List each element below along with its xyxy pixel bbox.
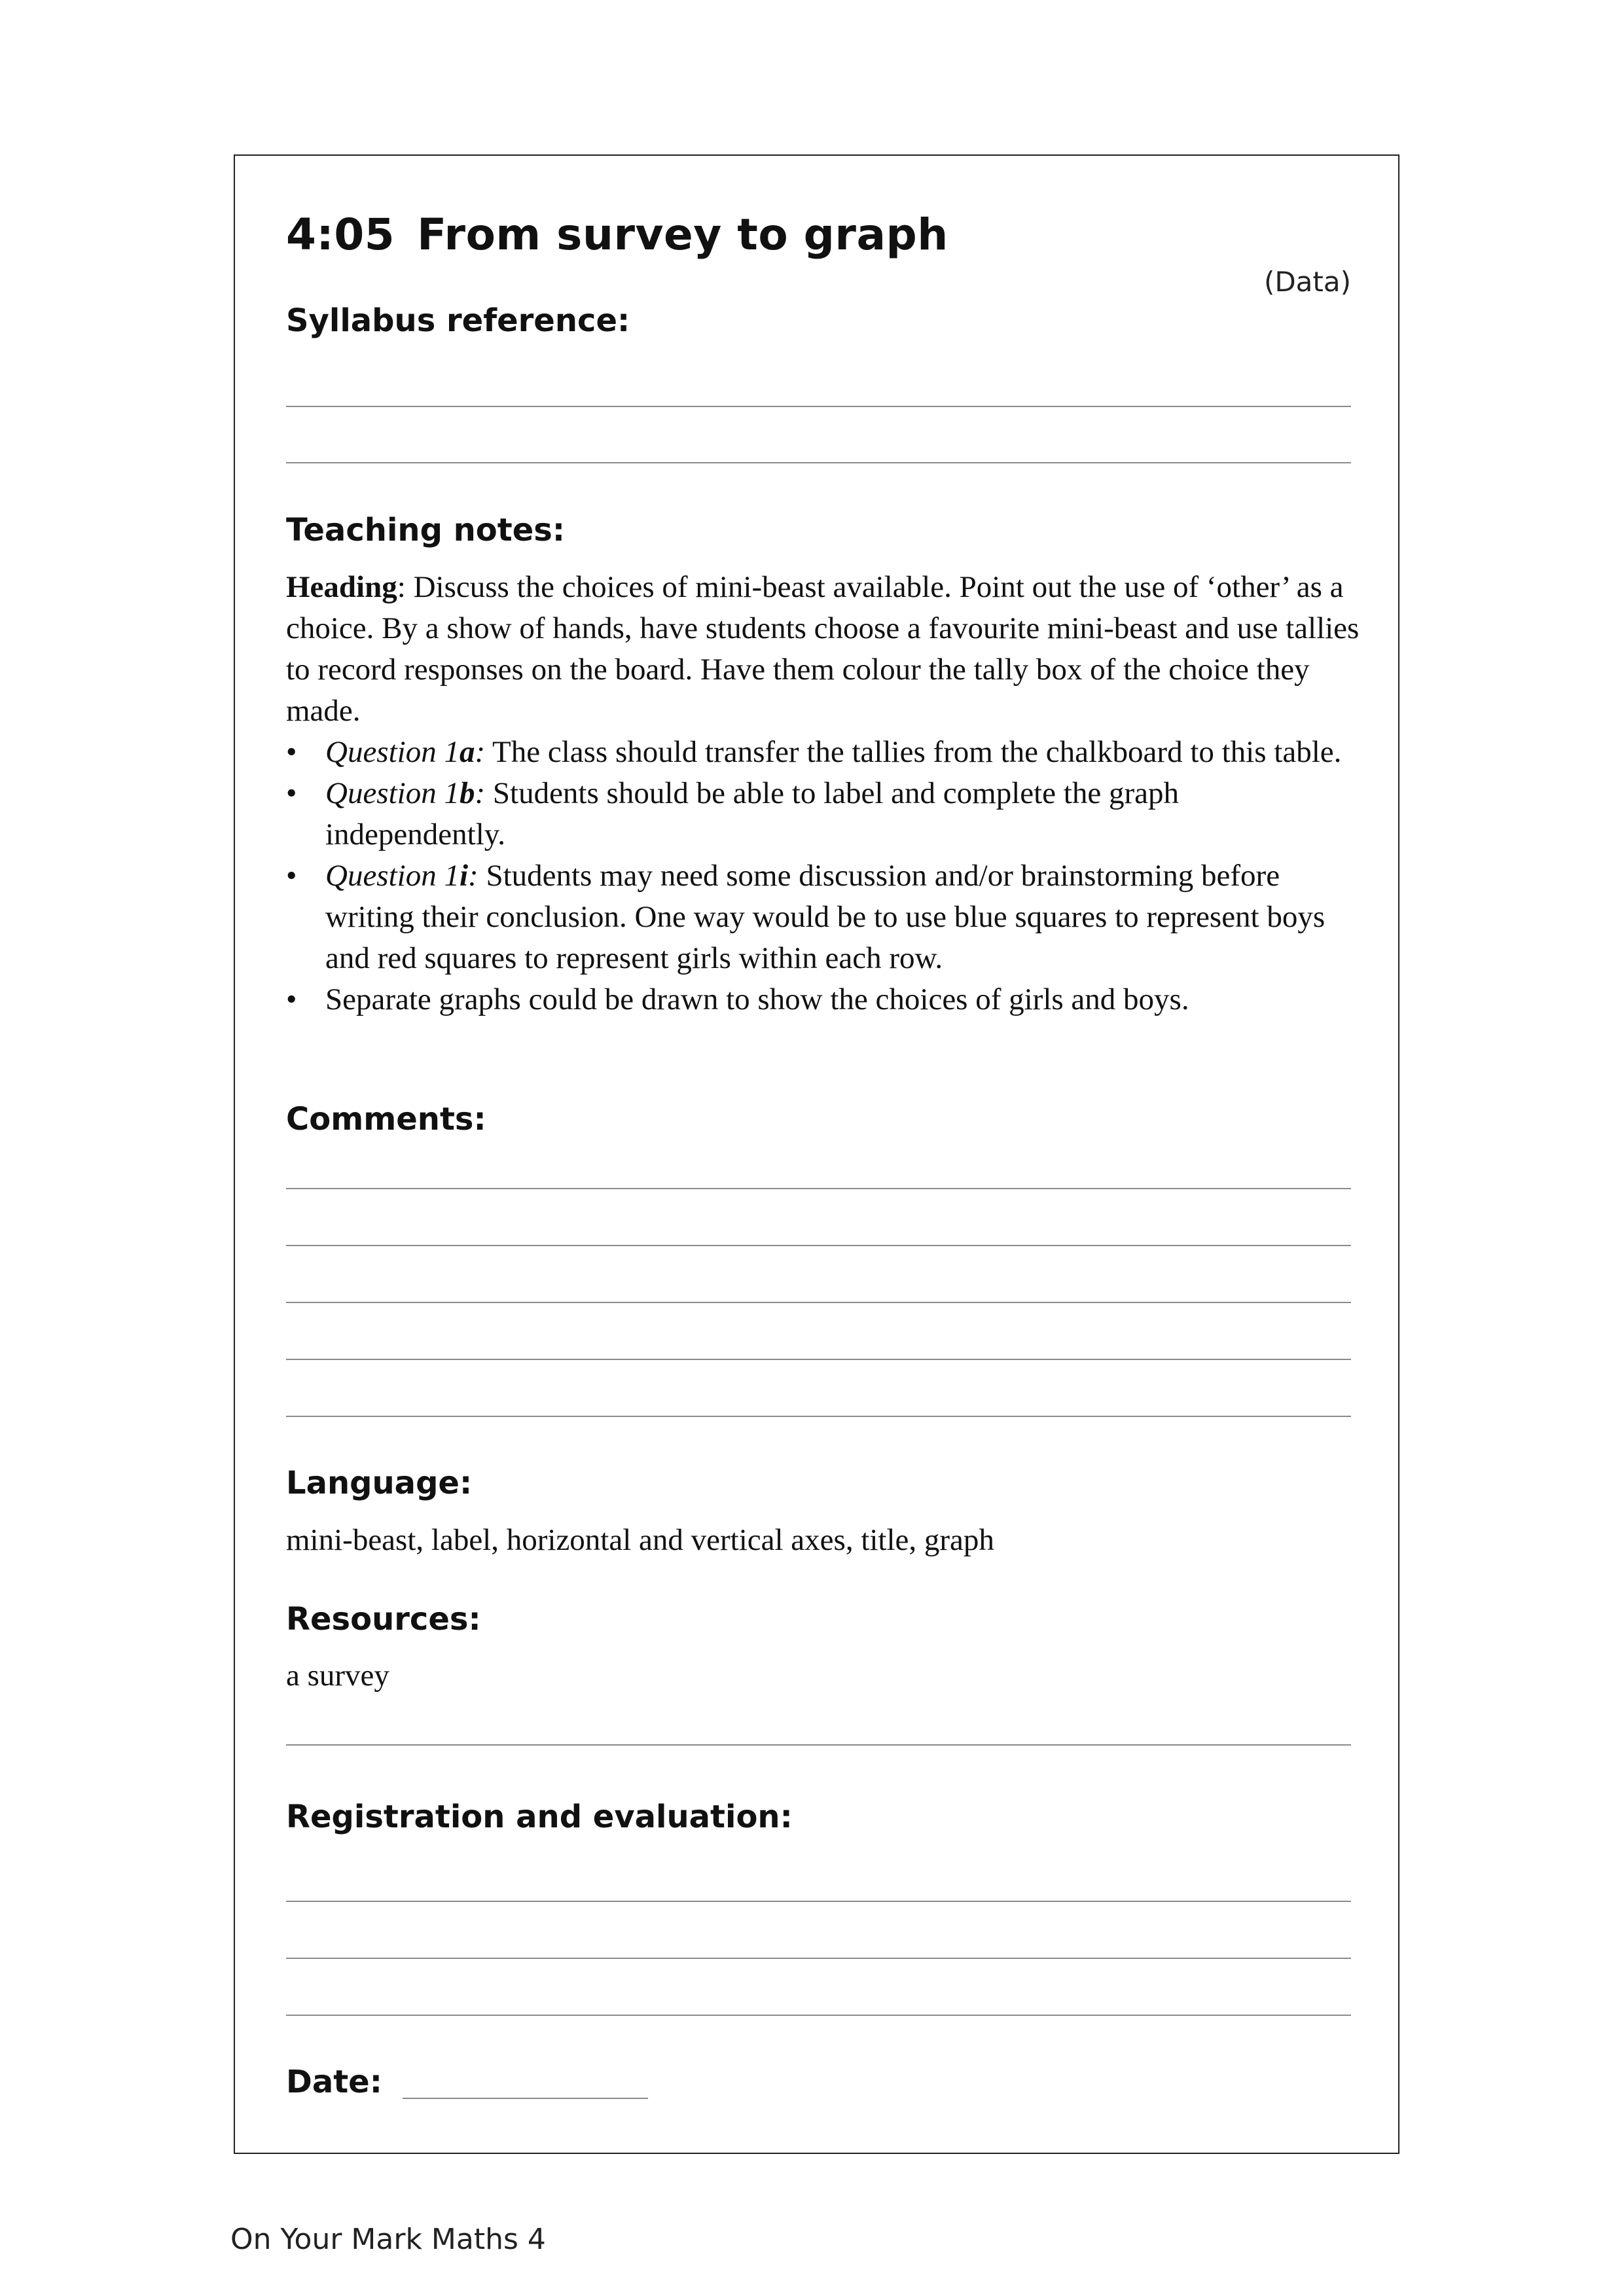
strand-tag: (Data)	[1263, 266, 1351, 298]
heading-note-text: : Discuss the choices of mini-beast available. Point out the use of ‘other’ as a choice. By a show of hands, have students choose a favourite mini-beast and use tallies to record responses on the board. Have them colour the tally box of the choice they made.	[286, 570, 1360, 728]
registration-line-1	[286, 1901, 1351, 1902]
teaching-notes-body	[286, 567, 1360, 1020]
registration-line-3	[286, 2015, 1351, 2016]
syllabus-heading: Syllabus reference:	[286, 302, 630, 339]
registration-line-2	[286, 1958, 1351, 1959]
syllabus-line-1	[286, 406, 1351, 407]
language-heading: Language:	[286, 1465, 473, 1501]
registration-heading: Registration and evaluation:	[286, 1799, 793, 1835]
list-item	[286, 979, 1360, 1020]
comments-line-5	[286, 1416, 1351, 1417]
list-item-text: The class should transfer the tallies from the chalkboard to this table.	[485, 735, 1342, 769]
bullet-icon: •	[286, 859, 297, 893]
list-item-text: Students should be able to label and complete the graph independently.	[325, 776, 1179, 852]
comments-line-3	[286, 1302, 1351, 1303]
resources-line	[286, 1744, 1351, 1746]
resources-text: a survey	[286, 1659, 389, 1693]
bullet-icon: •	[286, 735, 297, 769]
lesson-title: From survey to graph	[417, 209, 948, 260]
question-label: Question 1i:	[325, 859, 478, 893]
date-line	[403, 2098, 648, 2099]
teaching-notes-heading: Teaching notes:	[286, 512, 566, 548]
page-title	[286, 209, 948, 260]
comments-line-2	[286, 1245, 1351, 1246]
bullet-icon: •	[286, 982, 297, 1016]
list-item-text: Separate graphs could be drawn to show the choices of girls and boys.	[325, 982, 1189, 1016]
resources-heading: Resources:	[286, 1601, 481, 1638]
lesson-number: 4:05	[286, 209, 395, 260]
comments-line-1	[286, 1188, 1351, 1189]
list-item	[286, 773, 1360, 855]
comments-heading: Comments:	[286, 1101, 486, 1138]
question-label: Question 1a:	[325, 735, 486, 769]
question-label: Question 1b:	[325, 776, 486, 810]
date-label: Date:	[286, 2064, 382, 2100]
syllabus-line-2	[286, 462, 1351, 463]
worksheet-frame	[234, 154, 1399, 2154]
list-item-text: Students may need some discussion and/or brainstorming before writing their conclusion. One way would be to use blue squares to represent boys and red squares to represent girls within each row.	[325, 859, 1326, 975]
notes-list	[286, 732, 1360, 1020]
language-text: mini-beast, label, horizontal and vertical axes, title, graph	[286, 1523, 994, 1557]
heading-note-label: Heading	[286, 570, 397, 604]
heading-note	[286, 567, 1360, 732]
bullet-icon: •	[286, 776, 297, 810]
page-footer: On Your Mark Maths 4	[230, 2223, 546, 2256]
comments-line-4	[286, 1359, 1351, 1360]
list-item	[286, 855, 1360, 979]
list-item	[286, 732, 1360, 773]
